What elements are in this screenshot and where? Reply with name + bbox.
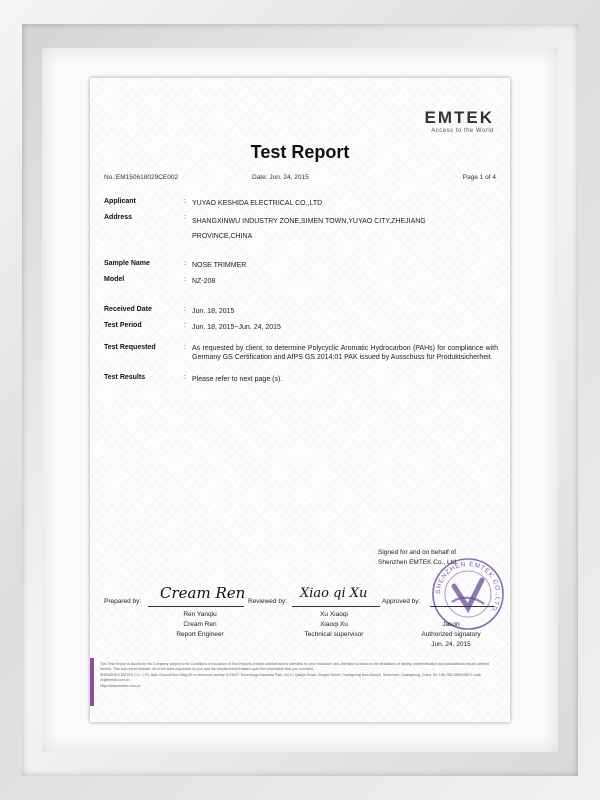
emtek-logo bbox=[425, 108, 495, 134]
field-colon: : bbox=[184, 306, 186, 313]
address-line-2: PROVINCE,CHINA bbox=[192, 233, 253, 240]
address-line-1: SHANGXINWU INDUSTRY ZONE,SIMEN TOWN,YUYAO CITY,ZHEJIANG bbox=[192, 218, 426, 225]
footer-website: Http://www.emtek.com.cn bbox=[100, 684, 141, 688]
certificate-paper bbox=[90, 78, 510, 722]
page-number: Page 1 of 4 bbox=[462, 174, 496, 181]
field-colon: : bbox=[184, 374, 186, 381]
approved-role: Authorized signatory bbox=[421, 631, 481, 638]
approved-by-label: Approved by: bbox=[382, 598, 421, 605]
page-title: Test Report bbox=[250, 142, 350, 162]
prepared-name-cn: Ren Yanqiu bbox=[183, 611, 217, 618]
field-value: Jun. 18, 2015~Jun. 24, 2015 bbox=[192, 324, 281, 331]
prepared-signature-line bbox=[148, 606, 244, 607]
field-label: Test Results bbox=[104, 374, 146, 381]
prepared-signature: Cream Ren bbox=[160, 584, 246, 602]
field-value: As requested by client, to determine Polycyclic Aromatic Hydrocarbon (PAHs) for compliance with Germany GS Certification and AfPS GS 2014:01 PAK issued by Ausschuss für Produktsicherheit. bbox=[192, 345, 498, 361]
field-value: Jun. 18, 2015 bbox=[192, 308, 235, 315]
field-value: NZ-208 bbox=[192, 278, 216, 285]
footer-disclaimer: This Test Report is issued by the Company subject to its Conditions of Issuance of Test Reports printed overleaf and is intended for your exclusive use. Attention is drawn to the limitations of liability, indemnification and jurisdictional issues defined therein. This test report includes all of the tests requested by you and the results thereof based upon the information that you provided. bbox=[100, 662, 490, 671]
field-label: Test Period bbox=[104, 322, 142, 329]
approved-by-block bbox=[408, 620, 494, 650]
field-label: Received Date bbox=[104, 306, 152, 313]
reviewed-by-label: Reviewed by: bbox=[248, 598, 288, 605]
field-label: Test Requested bbox=[104, 344, 156, 351]
signed-for-line-2: Shenzhen EMTEK Co., Ltd. bbox=[378, 559, 458, 566]
signed-for-line-1: Signed for and on behalf of bbox=[378, 549, 457, 556]
reviewed-name-cn: Xu Xiaoqi bbox=[320, 611, 348, 618]
field-colon: : bbox=[184, 322, 186, 329]
field-colon: : bbox=[184, 198, 186, 205]
field-label: Applicant bbox=[104, 198, 136, 205]
footer-address: SHENZHEN EMTEK CO., LTD. Add: Ground floor Bldg.69 of electronic factory of ZHZC Technology Industrial Park, No.17 Qianjin Road, Xinqiao Street, Guangming New District, Shenzhen, Guangdong, China Tel: +86-755-26954280 E-mail: cs@emtek.com.cn bbox=[100, 673, 482, 682]
field-label: Address bbox=[104, 214, 133, 221]
reviewed-name: Xiaoqi Xu bbox=[320, 621, 348, 628]
field-colon: : bbox=[184, 214, 186, 221]
field-colon: : bbox=[184, 260, 186, 267]
field-value bbox=[192, 214, 498, 244]
footer-accent-bar bbox=[90, 658, 94, 706]
stamp-check-mark bbox=[454, 580, 482, 608]
approved-name: Jason bbox=[442, 621, 460, 628]
reviewed-by-block bbox=[286, 610, 382, 640]
field-value: NOSE TRIMMER bbox=[192, 262, 247, 269]
field-value: YUYAO KESHIDA ELECTRICAL CO.,LTD bbox=[192, 200, 323, 207]
field-colon: : bbox=[184, 344, 186, 351]
field-colon: : bbox=[184, 276, 186, 283]
prepared-role: Report Engineer bbox=[176, 631, 224, 638]
prepared-by-block bbox=[156, 610, 244, 640]
report-date: Date: Jun. 24, 2015 bbox=[252, 174, 309, 181]
reviewed-signature-line bbox=[292, 606, 380, 607]
field-label: Sample Name bbox=[104, 260, 150, 267]
report-number: No.:EM150618029CE002 bbox=[104, 174, 179, 181]
logo-name: EMTEK bbox=[424, 108, 494, 127]
field-value: Please refer to next page (s). bbox=[192, 376, 283, 383]
logo-tagline: Access to the World bbox=[431, 128, 494, 134]
stamp-text: SHENZHEN EMTEK CO.,LTD. bbox=[434, 560, 502, 615]
prepared-by-label: Prepared by: bbox=[104, 598, 142, 605]
approved-signature-line bbox=[430, 606, 494, 607]
approved-date: Jun. 24, 2015 bbox=[431, 641, 471, 648]
prepared-name: Cream Ren bbox=[183, 621, 217, 628]
reviewed-signature: Xiao qi Xu bbox=[300, 586, 368, 601]
field-label: Model bbox=[104, 276, 125, 283]
report-footer bbox=[100, 662, 500, 690]
reviewed-role: Technical supervisor bbox=[304, 631, 364, 638]
